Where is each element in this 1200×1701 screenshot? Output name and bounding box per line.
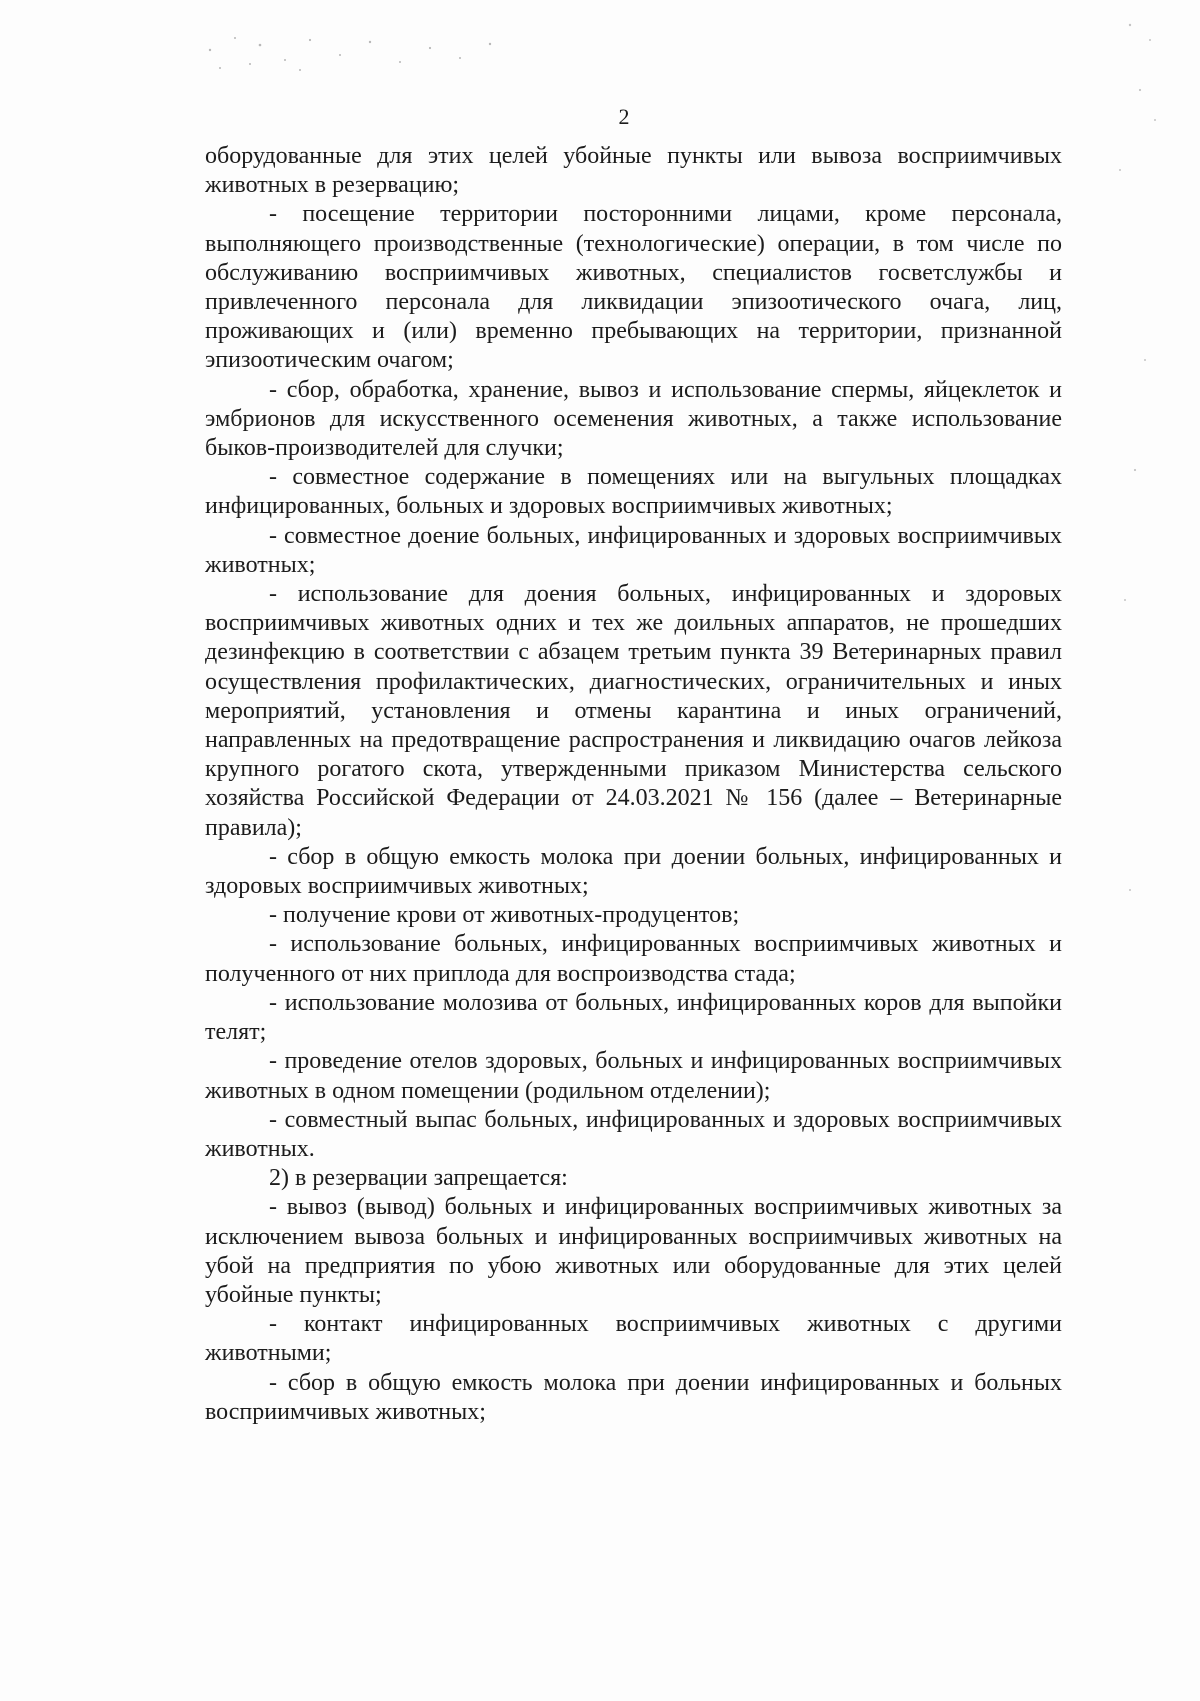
list-item-joint-milking: - совместное доение больных, инфицированных и здоровых восприимчивых животных; <box>205 522 1062 578</box>
list-item-sperm-collection: - сбор, обработка, хранение, вывоз и использование спермы, яйцеклеток и эмбрионов для искусственного осеменения животных, а также использование быков-производителей для случки; <box>205 376 1062 462</box>
paragraph-continuation: оборудованные для этих целей убойные пункты или вывоза восприимчивых животных в резервацию; <box>205 143 1062 199</box>
list-item-grazing: - совместный выпас больных, инфицированных и здоровых восприимчивых животных. <box>205 1106 1062 1162</box>
list-item-joint-housing: - совместное содержание в помещениях или на выгульных площадках инфицированных, больных и здоровых восприимчивых животных; <box>205 464 1062 520</box>
list-item-colostrum: - использование молозива от больных, инфицированных коров для выпойки телят; <box>205 989 1062 1046</box>
scan-noise-right-edge <box>1100 10 1180 910</box>
list-item-milk-collection: - сбор в общую емкость молока при доении больных, инфицированных и здоровых восприимчивых животных; <box>205 843 1062 900</box>
section-heading-reservation: 2) в резервации запрещается: <box>269 1165 568 1192</box>
list-item-calving: - проведение отелов здоровых, больных и инфицированных восприимчивых животных в одном помещении (родильном отделении); <box>205 1048 1062 1104</box>
list-item-milking-equipment: - использование для доения больных, инфицированных и здоровых восприимчивых животных одних и тех же доильных аппаратов, не прошедших дезинфекцию в соответствии с абзацем третьим пункта 39 Ветеринарных правил осуществления профилактических, диагностических, ограничительных и иных мероприятий, установления и отмены карантина и иных ограничений, направленных на предотвращение распространения и ликвидацию очагов лейкоза крупного рогатого скота, утвержденными приказом Министерства сельского хозяйства Российской Федерации от 24.03.2021 № 156 (далее – Ветеринарные правила); <box>205 581 1062 841</box>
document-body <box>205 142 1062 1427</box>
list-item-breeding-use: - использование больных, инфицированных восприимчивых животных и полученного от них приплода для воспроизводства стада; <box>205 931 1062 987</box>
list-item-visitors: - посещение территории посторонними лицами, кроме персонала, выполняющего производственные (технологические) операции, в том числе по обслуживанию восприимчивых животных, специалистов госветслужбы и привлеченного персонала для ликвидации эпизоотического очага, лиц, проживающих и (или) временно пребывающих на территории, признанной эпизоотическим очагом; <box>205 201 1062 374</box>
scan-noise-top-left <box>190 20 520 80</box>
list-item-blood-collection: - получение крови от животных-продуцентов; <box>269 902 740 929</box>
list-item-milk-collection-reservation: - сбор в общую емкость молока при доении инфицированных и больных восприимчивых животных; <box>205 1369 1062 1425</box>
page-number: 2 <box>618 104 630 129</box>
list-item-export: - вывоз (вывод) больных и инфицированных восприимчивых животных за исключением вывоза больных и инфицированных восприимчивых животных на убой на предприятия по убою животных или оборудованные для этих целей убойные пункты; <box>205 1194 1062 1308</box>
list-item-contact: - контакт инфицированных восприимчивых животных с другими животными; <box>205 1311 1062 1367</box>
